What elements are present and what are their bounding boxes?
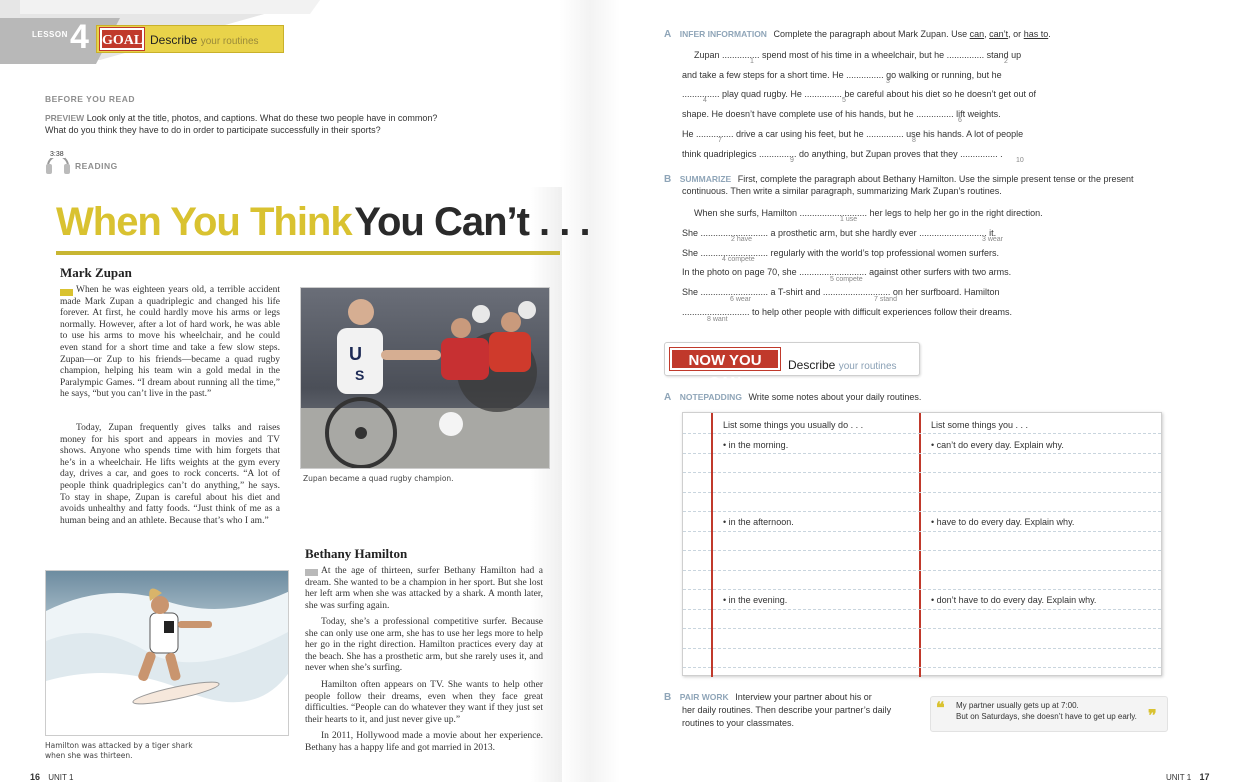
audio-track: 3:38 (50, 151, 64, 158)
before-you-read-heading: BEFORE YOU READ (45, 94, 135, 104)
column-header-things-you: List some things you . . . (931, 420, 1029, 430)
footer-unit: UNIT 1 (48, 773, 74, 782)
now-you-can-badge: NOW YOU CAN (670, 348, 780, 370)
a-line-6: think quadriplegics ............... do anything, but Zupan proves that they ............... . (682, 149, 1003, 159)
close-quote-icon: ❞ (1148, 708, 1157, 725)
speech-line-1: My partner usually gets up at 7:00. (956, 701, 1079, 710)
activity-letter: B (664, 174, 672, 185)
b-line-6: ........................... to help other people with difficult experiences follow their dreams. (682, 307, 1012, 317)
section-heading-bethany-hamilton: Bethany Hamilton (305, 546, 408, 561)
activity-label: NOTEPADDING (679, 392, 742, 402)
hamilton-paragraph-2: Today, she’s a professional competitive surfer. Because she can only use one arm, she has to use her legs more to help her go in the right direction. Hamilton practices every day at the beach. She has a prosthetic arm, but she rarely uses it, and never when she’s surfing. (305, 617, 543, 674)
b-line-2: She ........................... a prosthetic arm, but she hardly ever ........................... it. (682, 228, 997, 238)
a-line-4: shape. He doesn’t have complete use of his hands, but he ............... lift weights. (682, 109, 1001, 119)
blank-number: 4 (703, 97, 707, 104)
lesson-number: 4 (70, 18, 89, 56)
b-line-1: When she surfs, Hamilton ........................... her legs to help her go in the right direction. (694, 208, 1043, 218)
hamilton-caption-line-1: Hamilton was attacked by a tiger shark (45, 741, 193, 750)
activity-instruction: Write some notes about your daily routines. (748, 392, 922, 402)
activity-instruction: Complete the paragraph about Mark Zupan. Use (773, 29, 968, 39)
preview-line-2: What do you think they have to do in order to participate successfully in their sports? (45, 125, 381, 135)
a-line-3: ............... play quad rugby. He ............... be careful about his diet so he doesn’t get out of (682, 89, 1037, 99)
activity-label: INFER INFORMATION (679, 29, 767, 39)
zupan-paragraph-1: When he was eighteen years old, a terrible accident made Mark Zupan a quadriplegic and changed his life forever. At first, he could hardly move his arms or legs normally. However, after a lot of hard work, he was able to use his arms to move his wheelchair, and he could even stand for a short time and take a few slow steps. Zupan—or Zup to his friends—became a quad rugby champion, helping his team win a gold medal in the Paralympic Games. “I dream about running all the time,” he says, “but you can’t live in the past.” (60, 285, 280, 400)
goal-title-thin: your routines (200, 36, 259, 47)
note-prompt[interactable]: • don’t have to do every day. Explain why. (931, 595, 1097, 605)
verb-hint: 1 use (840, 216, 858, 223)
zupan-photo (300, 287, 550, 469)
title-rule (56, 251, 560, 255)
article-title (56, 200, 590, 245)
footer-right (1166, 772, 1209, 782)
footer-unit: UNIT 1 (1166, 773, 1192, 782)
b-line-3: She ........................... regularly with the world’s top professional women surfers. (682, 248, 999, 258)
goal-badge: GOAL (100, 28, 144, 50)
blank-number: 8 (912, 137, 916, 144)
b-line-5: She ........................... a T-shirt and ........................... on her surfboard. Hamilton (682, 287, 1000, 297)
activity-b-instruction-2: continuous. Then write a similar paragraph, summarizing Mark Zupan’s routines. (682, 186, 1002, 196)
article-title-yellow: When You Think (56, 200, 352, 244)
blank-number: 5 (842, 97, 846, 104)
column-header-usually-do: List some things you usually do . . . (723, 420, 864, 430)
activity-instruction: Interview your partner about his or (735, 692, 872, 702)
a-line-1: Zupan ............... spend most of his time in a wheelchair, but he ............... stand up (694, 50, 1022, 60)
blank-number: 1 (750, 58, 754, 65)
option-or: , or (1008, 29, 1022, 39)
note-prompt[interactable]: • have to do every day. Explain why. (931, 517, 1075, 527)
note-prompt[interactable]: • in the evening. (723, 595, 788, 605)
verb-hint: 5 compete (830, 276, 863, 283)
footer-page-number: 16 (30, 772, 41, 782)
preview-line-1 (45, 112, 437, 124)
preview-text: Look only at the title, photos, and captions. What do these two people have in common? (86, 113, 438, 123)
verb-hint: 8 want (707, 316, 728, 323)
activity-letter: A (664, 392, 672, 403)
hamilton-caption-line-2: when she was thirteen. (45, 751, 133, 760)
pair-work-line-3: routines to your classmates. (682, 718, 795, 728)
section-heading-mark-zupan: Mark Zupan (60, 265, 132, 280)
hamilton-paragraph-4: In 2011, Hollywood made a movie about her experience. Bethany has a happy life and got married in 2013. (305, 731, 543, 753)
blank-number: 2 (1004, 58, 1008, 65)
a-line-2: and take a few steps for a short time. He ............... go walking or running, but he (682, 70, 1002, 80)
goal-title-bold: Describe (150, 33, 198, 47)
preview-label: PREVIEW (45, 113, 85, 123)
b-line-4: In the photo on page 70, she ........................... against other surfers with two arms. (682, 267, 1012, 277)
reading-heading: READING (75, 161, 118, 171)
blank-number: 7 (718, 137, 722, 144)
verb-hint: 3 wear (982, 236, 1004, 243)
option-can: can (969, 29, 985, 39)
svg-text:S: S (355, 367, 365, 383)
a-line-5: He ............... drive a car using his feet, but he ............... use his hands. A lot of people (682, 129, 1024, 139)
zupan-paragraph-2: Today, Zupan frequently gives talks and raises money for his sport and appears in movies and TV shows. Anyone who spends time with him forgets that he’s in a wheelchair. He lifts weights at the gym every day, drives a car, and goes to rock concerts. “A lot of people think quadriplegics can’t do anything,” he says. To stay in shape, Zupan is careful about his diet and avoids unhealthy and fatty foods. “Just think of me as a human being and an athlete. Because that’s who I am.” (60, 423, 280, 526)
hamilton-paragraph-3: Hamilton often appears on TV. She wants to help other people follow their dreams, even when they face great difficulties. “People can do whatever they want if they just set their hearts to it, and just never give up.” (305, 680, 543, 725)
verb-hint: 4 compete (722, 256, 755, 263)
verb-hint: 7 stand (874, 296, 897, 303)
blank-number: 3 (886, 78, 890, 85)
goal-title (150, 33, 259, 47)
pair-work-heading (664, 691, 872, 704)
notepadding-heading (664, 391, 921, 404)
hamilton-paragraph-1: At the age of thirteen, surfer Bethany Hamilton had a dream. She wanted to be a champion in her sport. But she lost her left arm when she was attacked by a shark. A month later, she was surfing again. (305, 566, 543, 611)
verb-hint: 2 have (731, 236, 753, 243)
blank-number: 10 (1016, 157, 1024, 164)
notepad-table[interactable] (682, 412, 1162, 676)
activity-label: PAIR WORK (679, 692, 729, 702)
activity-a-heading: A INFER INFORMATION Complete the paragraph about Mark Zupan. Use can, can’t, or has to. (664, 29, 1051, 40)
footer-page-number: 17 (1199, 772, 1210, 782)
now-you-can-title (788, 358, 897, 372)
speech-line-2: But on Saturdays, she doesn’t have to get up early. (956, 712, 1137, 721)
svg-text:U: U (349, 344, 362, 364)
activity-instruction: First, complete the paragraph about Bethany Hamilton. Use the simple present tense or the present (737, 174, 1134, 184)
activity-letter: B (664, 692, 672, 703)
zupan-photo-caption: Zupan became a quad rugby champion. (303, 474, 454, 483)
blank-number: 9 (790, 157, 794, 164)
blank-number: 6 (958, 117, 962, 124)
now-you-can-title-bold: Describe (788, 358, 836, 372)
page-gutter (560, 0, 620, 782)
note-prompt[interactable]: • in the afternoon. (723, 517, 794, 527)
pair-work-line-2: her daily routines. Then describe your partner’s daily (682, 705, 892, 715)
option-has-to: has to (1023, 29, 1049, 39)
lesson-label: LESSON (32, 30, 68, 39)
activity-label: SUMMARIZE (679, 174, 732, 184)
option-cant: can’t (989, 29, 1009, 39)
article-title-black: You Can’t . . . (354, 200, 590, 244)
verb-hint: 6 wear (730, 296, 752, 303)
note-prompt[interactable]: • in the morning. (723, 440, 789, 450)
activity-letter: A (664, 29, 672, 40)
open-quote-icon: ❝ (936, 700, 945, 717)
now-you-can-title-thin: your routines (838, 361, 897, 372)
footer-left (30, 772, 73, 782)
hamilton-photo (45, 570, 289, 736)
note-prompt[interactable]: • can’t do every day. Explain why. (931, 440, 1064, 450)
